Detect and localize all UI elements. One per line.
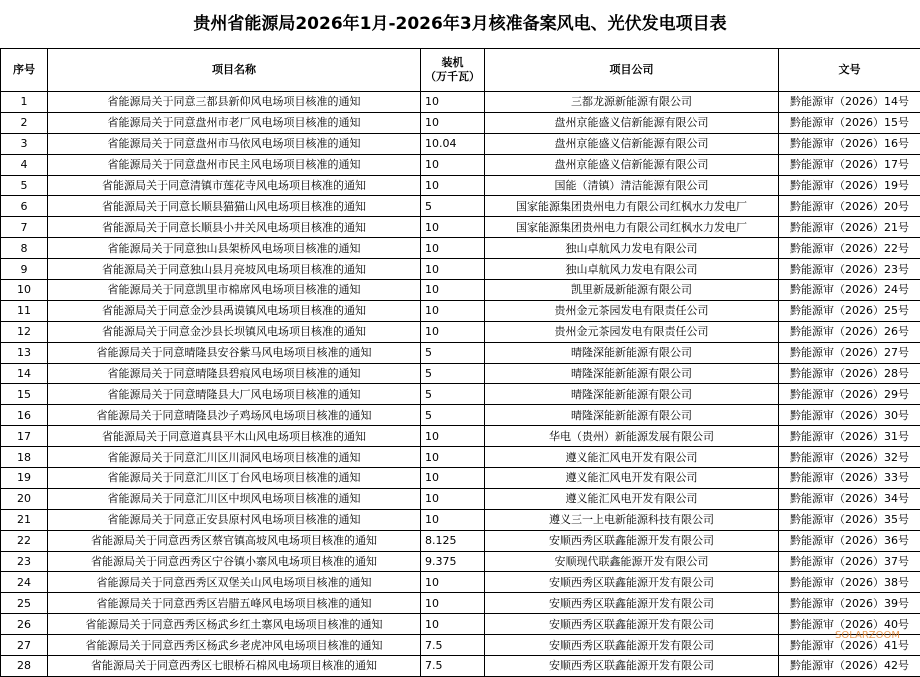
row-company-cell: 华电（贵州）新能源发展有限公司 [485, 426, 779, 447]
table-row [1, 530, 920, 551]
row-capacity-cell: 7.5 [421, 635, 485, 656]
row-company-cell: 安顺西秀区联鑫能源开发有限公司 [485, 656, 779, 677]
row-name-cell: 省能源局关于同意西秀区双堡关山风电场项目核准的通知 [48, 572, 421, 593]
table-row [1, 551, 920, 572]
table-row [1, 447, 920, 468]
row-company-cell: 盘州京能盛义信新能源有限公司 [485, 112, 779, 133]
header-row [1, 49, 920, 92]
row-doc-cell: 黔能源审（2026）42号 [779, 656, 920, 677]
row-company-cell: 遵义能汇风电开发有限公司 [485, 488, 779, 509]
row-seq-cell: 14 [1, 363, 48, 384]
row-capacity-cell: 10 [421, 259, 485, 280]
row-capacity-cell: 5 [421, 384, 485, 405]
table-row [1, 614, 920, 635]
header-doc: 文号 [779, 49, 920, 92]
row-capacity-cell: 10 [421, 468, 485, 489]
row-company-cell: 国能（清镇）清洁能源有限公司 [485, 175, 779, 196]
table-row [1, 509, 920, 530]
row-capacity-cell: 10 [421, 447, 485, 468]
row-seq-cell: 26 [1, 614, 48, 635]
row-doc-cell: 黔能源审（2026）19号 [779, 175, 920, 196]
row-seq-cell: 21 [1, 509, 48, 530]
row-capacity-cell: 10 [421, 614, 485, 635]
row-doc-cell: 黔能源审（2026）37号 [779, 551, 920, 572]
row-capacity-cell: 10 [421, 572, 485, 593]
row-company-cell: 安顺西秀区联鑫能源开发有限公司 [485, 614, 779, 635]
row-capacity-cell: 10 [421, 112, 485, 133]
table-row [1, 384, 920, 405]
row-capacity-cell: 5 [421, 363, 485, 384]
row-company-cell: 遵义三一上电新能源科技有限公司 [485, 509, 779, 530]
row-company-cell: 凯里新晟新能源有限公司 [485, 280, 779, 301]
row-seq-cell: 4 [1, 154, 48, 175]
row-company-cell: 晴隆深能新能源有限公司 [485, 405, 779, 426]
row-capacity-cell: 9.375 [421, 551, 485, 572]
row-name-cell: 省能源局关于同意汇川区丁台风电场项目核准的通知 [48, 468, 421, 489]
row-capacity-cell: 5 [421, 405, 485, 426]
row-company-cell: 安顺现代联鑫能源开发有限公司 [485, 551, 779, 572]
table-row [1, 572, 920, 593]
watermark-logo: SOLARZOOM [835, 630, 900, 641]
row-doc-cell: 黔能源审（2026）36号 [779, 530, 920, 551]
row-company-cell: 遵义能汇风电开发有限公司 [485, 468, 779, 489]
row-capacity-cell: 10 [421, 238, 485, 259]
row-seq-cell: 27 [1, 635, 48, 656]
row-name-cell: 省能源局关于同意西秀区杨武乡老虎冲风电场项目核准的通知 [48, 635, 421, 656]
row-name-cell: 省能源局关于同意西秀区七眼桥石棉风电场项目核准的通知 [48, 656, 421, 677]
row-capacity-cell: 10 [421, 426, 485, 447]
header-capacity-line1: 装机 [421, 56, 484, 70]
table-title: 贵州省能源局2026年1月-2026年3月核准备案风电、光伏发电项目表 [0, 0, 920, 48]
row-company-cell: 独山卓航风力发电有限公司 [485, 238, 779, 259]
row-company-cell: 独山卓航风力发电有限公司 [485, 259, 779, 280]
row-name-cell: 省能源局关于同意汇川区中坝风电场项目核准的通知 [48, 488, 421, 509]
row-name-cell: 省能源局关于同意独山县月亮坡风电场项目核准的通知 [48, 259, 421, 280]
row-capacity-cell: 10 [421, 321, 485, 342]
row-seq-cell: 3 [1, 133, 48, 154]
row-name-cell: 省能源局关于同意盘州市老厂风电场项目核准的通知 [48, 112, 421, 133]
row-seq-cell: 2 [1, 112, 48, 133]
row-company-cell: 三都龙源新能源有限公司 [485, 92, 779, 113]
row-doc-cell: 黔能源审（2026）21号 [779, 217, 920, 238]
row-seq-cell: 5 [1, 175, 48, 196]
row-name-cell: 省能源局关于同意盘州市马依风电场项目核准的通知 [48, 133, 421, 154]
row-company-cell: 安顺西秀区联鑫能源开发有限公司 [485, 593, 779, 614]
row-name-cell: 省能源局关于同意正安县原村风电场项目核准的通知 [48, 509, 421, 530]
row-doc-cell: 黔能源审（2026）29号 [779, 384, 920, 405]
row-doc-cell: 黔能源审（2026）31号 [779, 426, 920, 447]
table-row [1, 154, 920, 175]
row-name-cell: 省能源局关于同意晴隆县碧痕风电场项目核准的通知 [48, 363, 421, 384]
row-company-cell: 盘州京能盛义信新能源有限公司 [485, 133, 779, 154]
row-name-cell: 省能源局关于同意清镇市莲花寺风电场项目核准的通知 [48, 175, 421, 196]
header-capacity-line2: （万千瓦） [421, 70, 484, 84]
row-seq-cell: 24 [1, 572, 48, 593]
row-company-cell: 晴隆深能新能源有限公司 [485, 363, 779, 384]
row-capacity-cell: 5 [421, 342, 485, 363]
row-seq-cell: 11 [1, 300, 48, 321]
row-doc-cell: 黔能源审（2026）41号 [779, 635, 920, 656]
table-row [1, 405, 920, 426]
table-row [1, 92, 920, 113]
row-doc-cell: 黔能源审（2026）33号 [779, 468, 920, 489]
row-doc-cell: 黔能源审（2026）27号 [779, 342, 920, 363]
table-row [1, 363, 920, 384]
row-company-cell: 贵州金元茶园发电有限责任公司 [485, 300, 779, 321]
row-doc-cell: 黔能源审（2026）20号 [779, 196, 920, 217]
row-capacity-cell: 10 [421, 154, 485, 175]
row-doc-cell: 黔能源审（2026）39号 [779, 593, 920, 614]
table-row [1, 196, 920, 217]
row-seq-cell: 13 [1, 342, 48, 363]
row-seq-cell: 12 [1, 321, 48, 342]
row-doc-cell: 黔能源审（2026）25号 [779, 300, 920, 321]
row-seq-cell: 28 [1, 656, 48, 677]
row-name-cell: 省能源局关于同意道真县平木山风电场项目核准的通知 [48, 426, 421, 447]
table-row [1, 321, 920, 342]
row-name-cell: 省能源局关于同意汇川区川洞风电场项目核准的通知 [48, 447, 421, 468]
row-capacity-cell: 10 [421, 280, 485, 301]
table-row [1, 238, 920, 259]
table-row [1, 259, 920, 280]
table-row [1, 593, 920, 614]
row-seq-cell: 7 [1, 217, 48, 238]
row-name-cell: 省能源局关于同意西秀区宁谷镇小寨风电场项目核准的通知 [48, 551, 421, 572]
row-capacity-cell: 10 [421, 217, 485, 238]
row-name-cell: 省能源局关于同意金沙县长坝镇风电场项目核准的通知 [48, 321, 421, 342]
row-company-cell: 晴隆深能新能源有限公司 [485, 342, 779, 363]
row-seq-cell: 6 [1, 196, 48, 217]
row-doc-cell: 黔能源审（2026）32号 [779, 447, 920, 468]
row-seq-cell: 25 [1, 593, 48, 614]
row-name-cell: 省能源局关于同意三都县新仰风电场项目核准的通知 [48, 92, 421, 113]
row-name-cell: 省能源局关于同意凯里市棉席风电场项目核准的通知 [48, 280, 421, 301]
row-name-cell: 省能源局关于同意西秀区杨武乡红土寨风电场项目核准的通知 [48, 614, 421, 635]
row-doc-cell: 黔能源审（2026）40号 [779, 614, 920, 635]
row-doc-cell: 黔能源审（2026）17号 [779, 154, 920, 175]
row-seq-cell: 16 [1, 405, 48, 426]
row-name-cell: 省能源局关于同意晴隆县沙子鸡场风电场项目核准的通知 [48, 405, 421, 426]
row-doc-cell: 黔能源审（2026）23号 [779, 259, 920, 280]
row-doc-cell: 黔能源审（2026）30号 [779, 405, 920, 426]
row-doc-cell: 黔能源审（2026）26号 [779, 321, 920, 342]
header-company: 项目公司 [485, 49, 779, 92]
row-seq-cell: 1 [1, 92, 48, 113]
row-doc-cell: 黔能源审（2026）24号 [779, 280, 920, 301]
row-name-cell: 省能源局关于同意西秀区蔡官镇高坡风电场项目核准的通知 [48, 530, 421, 551]
row-name-cell: 省能源局关于同意长顺县猫猫山风电场项目核准的通知 [48, 196, 421, 217]
header-seq: 序号 [1, 49, 48, 92]
row-name-cell: 省能源局关于同意金沙县禹谟镇风电场项目核准的通知 [48, 300, 421, 321]
row-capacity-cell: 10 [421, 92, 485, 113]
row-capacity-cell: 10 [421, 175, 485, 196]
table-row [1, 217, 920, 238]
row-capacity-cell: 7.5 [421, 656, 485, 677]
row-company-cell: 国家能源集团贵州电力有限公司红枫水力发电厂 [485, 196, 779, 217]
row-seq-cell: 18 [1, 447, 48, 468]
row-capacity-cell: 8.125 [421, 530, 485, 551]
row-doc-cell: 黔能源审（2026）38号 [779, 572, 920, 593]
row-seq-cell: 23 [1, 551, 48, 572]
row-company-cell: 安顺西秀区联鑫能源开发有限公司 [485, 572, 779, 593]
row-doc-cell: 黔能源审（2026）28号 [779, 363, 920, 384]
row-capacity-cell: 10.04 [421, 133, 485, 154]
row-seq-cell: 20 [1, 488, 48, 509]
project-table [0, 48, 920, 677]
row-company-cell: 遵义能汇风电开发有限公司 [485, 447, 779, 468]
row-company-cell: 国家能源集团贵州电力有限公司红枫水力发电厂 [485, 217, 779, 238]
table-row [1, 468, 920, 489]
row-doc-cell: 黔能源审（2026）15号 [779, 112, 920, 133]
row-company-cell: 安顺西秀区联鑫能源开发有限公司 [485, 530, 779, 551]
table-row [1, 280, 920, 301]
table-row [1, 342, 920, 363]
row-name-cell: 省能源局关于同意晴隆县安谷紫马风电场项目核准的通知 [48, 342, 421, 363]
row-name-cell: 省能源局关于同意长顺县小井关风电场项目核准的通知 [48, 217, 421, 238]
row-seq-cell: 8 [1, 238, 48, 259]
row-capacity-cell: 5 [421, 196, 485, 217]
row-name-cell: 省能源局关于同意盘州市民主风电场项目核准的通知 [48, 154, 421, 175]
row-name-cell: 省能源局关于同意晴隆县大厂风电场项目核准的通知 [48, 384, 421, 405]
row-capacity-cell: 10 [421, 488, 485, 509]
row-capacity-cell: 10 [421, 300, 485, 321]
row-seq-cell: 19 [1, 468, 48, 489]
row-company-cell: 贵州金元茶园发电有限责任公司 [485, 321, 779, 342]
row-company-cell: 安顺西秀区联鑫能源开发有限公司 [485, 635, 779, 656]
row-seq-cell: 9 [1, 259, 48, 280]
header-capacity [421, 49, 485, 92]
row-seq-cell: 22 [1, 530, 48, 551]
row-company-cell: 盘州京能盛义信新能源有限公司 [485, 154, 779, 175]
table-row [1, 488, 920, 509]
table-row [1, 300, 920, 321]
row-name-cell: 省能源局关于同意独山县架桥风电场项目核准的通知 [48, 238, 421, 259]
row-doc-cell: 黔能源审（2026）35号 [779, 509, 920, 530]
row-name-cell: 省能源局关于同意西秀区岩腊五峰风电场项目核准的通知 [48, 593, 421, 614]
row-seq-cell: 15 [1, 384, 48, 405]
row-doc-cell: 黔能源审（2026）34号 [779, 488, 920, 509]
table-row [1, 112, 920, 133]
table-row [1, 635, 920, 656]
table-row [1, 175, 920, 196]
table-row [1, 426, 920, 447]
table-row [1, 656, 920, 677]
row-doc-cell: 黔能源审（2026）22号 [779, 238, 920, 259]
row-doc-cell: 黔能源审（2026）14号 [779, 92, 920, 113]
row-capacity-cell: 10 [421, 509, 485, 530]
table-row [1, 133, 920, 154]
row-doc-cell: 黔能源审（2026）16号 [779, 133, 920, 154]
row-seq-cell: 17 [1, 426, 48, 447]
row-company-cell: 晴隆深能新能源有限公司 [485, 384, 779, 405]
header-name: 项目名称 [48, 49, 421, 92]
row-seq-cell: 10 [1, 280, 48, 301]
row-capacity-cell: 10 [421, 593, 485, 614]
